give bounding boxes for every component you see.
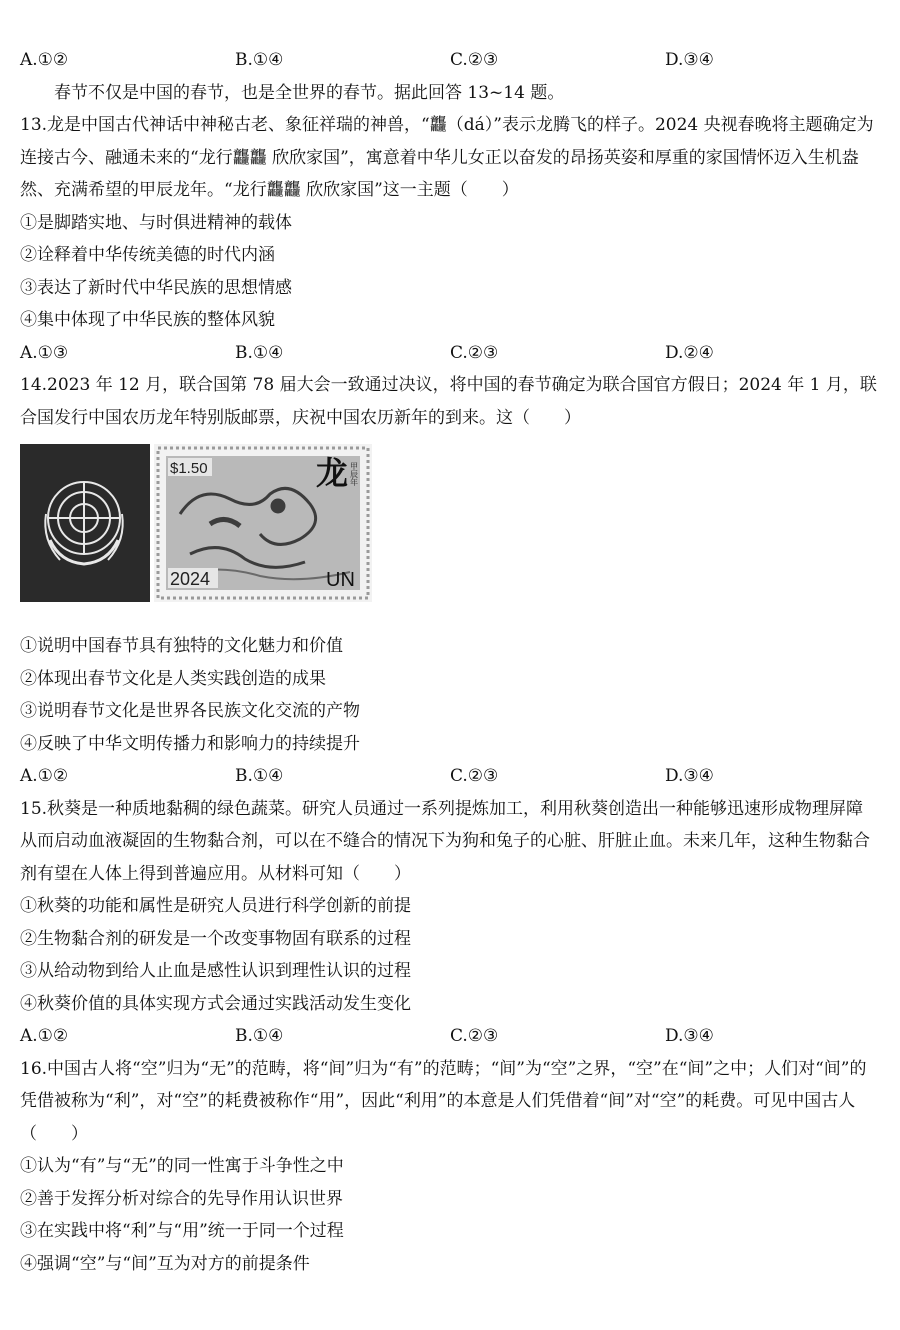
option-a: A.①② xyxy=(20,1026,69,1046)
question-13-stem xyxy=(20,109,880,207)
statement: ①秋葵的功能和属性是研究人员进行科学创新的前提 xyxy=(20,896,411,916)
stamp-subtitle: 甲辰年 xyxy=(349,462,359,486)
stamp-year: 2024 xyxy=(170,569,211,589)
statement: ③表达了新时代中华民族的思想情感 xyxy=(20,277,292,298)
options-row-q14 xyxy=(20,760,880,793)
context-line: 春节不仅是中国的春节，也是全世界的春节。据此回答 13~14 题。 xyxy=(54,82,565,103)
option-d: D.③④ xyxy=(665,1026,714,1046)
statement: ③在实践中将“利”与“用”统一于同一个过程 xyxy=(20,1221,344,1241)
question-number: 16. xyxy=(20,1058,48,1079)
option-c: C.②③ xyxy=(450,1026,499,1046)
option-c: C.②③ xyxy=(450,50,499,70)
question-text: 2023 年 12 月，联合国第 78 届大会一致通过决议，将中国的春节确定为联合国官方假日；2024 年 1 月，联合国发行中国农历龙年特别版邮票，庆祝中国农历新年的到来。这（ ） xyxy=(20,375,877,428)
option-b: B.①④ xyxy=(235,50,284,70)
option-c: C.②③ xyxy=(450,342,499,363)
option-a: A.①② xyxy=(20,766,69,786)
stamp-value: $1.50 xyxy=(170,460,208,477)
statement: ②诠释着中华传统美德的时代内涵 xyxy=(20,245,275,265)
option-b: B.①④ xyxy=(235,1026,284,1046)
un-stamp-image xyxy=(20,444,372,602)
exam-page xyxy=(20,44,880,1280)
question-number: 15. xyxy=(20,798,48,819)
options-row-q15 xyxy=(20,1020,880,1053)
option-a: A.①③ xyxy=(20,342,69,363)
option-b: B.①④ xyxy=(235,766,284,786)
statement: ④强调“空”与“间”互为对方的前提条件 xyxy=(20,1253,310,1274)
option-d: D.③④ xyxy=(665,766,714,786)
statement: ④反映了中华文明传播力和影响力的持续提升 xyxy=(20,733,360,754)
statement: ②善于发挥分析对综合的先导作用认识世界 xyxy=(20,1188,343,1209)
option-a: A.①② xyxy=(20,50,69,70)
option-b: B.①④ xyxy=(235,342,284,363)
question-number: 14. xyxy=(20,375,48,395)
statement: ②体现出春节文化是人类实践创造的成果 xyxy=(20,668,326,689)
options-row-q13 xyxy=(20,337,880,370)
question-text: 秋葵是一种质地黏稠的绿色蔬菜。研究人员通过一系列提炼加工，利用秋葵创造出一种能够迅速形成物理屏障从而启动血液凝固的生物黏合剂，可以在不缝合的情况下为狗和兔子的心脏、肝脏止血。未来几年，这种生物黏合剂有望在人体上得到普遍应用。从材料可知（ ） xyxy=(20,798,870,884)
statement: ④秋葵价值的具体实现方式会通过实践活动发生变化 xyxy=(20,993,411,1014)
statement: ②生物黏合剂的研发是一个改变事物固有联系的过程 xyxy=(20,928,411,949)
un-stamp-figure xyxy=(20,438,880,628)
option-c: C.②③ xyxy=(450,766,499,786)
option-d: D.③④ xyxy=(665,50,714,70)
question-14-stem xyxy=(20,369,880,434)
statement: ④集中体现了中华民族的整体风貌 xyxy=(20,310,275,330)
question-text: 龙是中国古代神话中神秘古老、象征祥瑞的神兽，“龘（dá）”表示龙腾飞的样子。2024 央视春晚将主题确定为连接古今、融通未来的“龙行龘龘 欣欣家国”，寓意着中华儿女正以奋发的昂扬英姿和厚重的家国情怀迈入生机盎然、充满希望的甲辰龙年。“龙行龘龘 欣欣家国”这一主题（ ） xyxy=(20,115,874,200)
statement: ③从给动物到给人止血是感性认识到理性认识的过程 xyxy=(20,961,411,981)
statement: ③说明春节文化是世界各民族文化交流的产物 xyxy=(20,701,360,721)
question-number: 13. xyxy=(20,115,48,135)
statement: ①认为“有”与“无”的同一性寓于斗争性之中 xyxy=(20,1156,344,1176)
question-text: 中国古人将“空”归为“无”的范畴，将“间”归为“有”的范畴；“间”为“空”之界，“空”在“间”之中；人们对“间”的凭借被称为“利”，对“空”的耗费被称作“用”，因此“利用”的本意是人们凭借着“间”对“空”的耗费。可见中国古人（ ） xyxy=(20,1058,867,1144)
statement: ①是脚踏实地、与时俱进精神的载体 xyxy=(20,212,292,233)
option-d: D.②④ xyxy=(665,342,714,363)
question-16-stem xyxy=(20,1053,880,1151)
statement: ①说明中国春节具有独特的文化魅力和价值 xyxy=(20,636,343,656)
stamp-dragon-character: 龙 xyxy=(316,454,349,492)
options-row-q12 xyxy=(20,44,880,77)
stamp-un-mark: UN xyxy=(326,569,355,591)
question-15-stem xyxy=(20,793,880,891)
